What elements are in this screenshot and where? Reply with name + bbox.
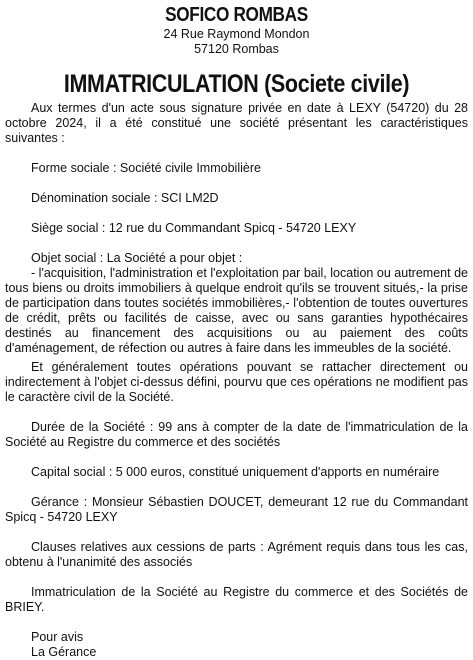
- closing-pour-avis: Pour avis: [31, 630, 84, 644]
- objet-social-title: Objet social : La Société a pour objet :: [31, 251, 243, 265]
- company-address-street: 24 Rue Raymond Mondon: [163, 27, 310, 41]
- intro-paragraph: Aux termes d'un acte sous signature privée en date à LEXY (54720) du 28 octobre 2024, il a été constitué une société présentant les caractéristiques suivantes :: [5, 101, 468, 145]
- company-name: SOFICO ROMBAS: [165, 4, 308, 26]
- siege-social: Siège social : 12 rue du Commandant Spicq - 54720 LEXY: [31, 221, 357, 235]
- denomination-sociale: Dénomination sociale : SCI LM2D: [31, 191, 219, 205]
- capital-paragraph: Capital social : 5 000 euros, constitué uniquement d'apports en numéraire: [31, 465, 440, 479]
- objet-social-body: - l'acquisition, l'administration et l'exploitation par bail, location ou autrement de tous biens ou droits immobiliers à quelque endroit qu'ils se trouvent situés,- la prise de participation dans toutes sociétés immobilières,- l'obtention de toutes ouvertures de crédit, prêts ou facilités de caisse, avec ou sans garanties hypothécaires destinés au financement des acquisitions ou au paiement des coûts d'aménagement, de réfection ou autres à faire dans les immeubles de la société.: [5, 266, 468, 355]
- notice-body: [5, 101, 468, 660]
- immatriculation-paragraph: Immatriculation de la Société au Registre du commerce et des Sociétés de BRIEY.: [5, 585, 468, 614]
- closing-la-gerance: La Gérance: [31, 645, 97, 659]
- gerance-paragraph: Gérance : Monsieur Sébastien DOUCET, demeurant 12 rue du Commandant Spicq - 54720 LEXY: [5, 495, 468, 524]
- company-address-city: 57120 Rombas: [194, 42, 279, 56]
- duree-paragraph: Durée de la Société : 99 ans à compter de la date de l'immatriculation de la Société au Registre du commerce et des sociétés: [5, 420, 468, 449]
- notice-title: IMMATRICULATION (Societe civile): [63, 70, 410, 98]
- operations-paragraph: Et généralement toutes opérations pouvant se rattacher directement ou indirectement à l'objet ci-dessus défini, pourvu que ces opérations ne modifient pas le caractère civil de la Société.: [5, 360, 468, 404]
- clauses-paragraph: Clauses relatives aux cessions de parts : Agrément requis dans tous les cas, obtenu à l'unanimité des associés: [5, 540, 468, 569]
- forme-sociale: Forme sociale : Société civile Immobilière: [31, 161, 261, 175]
